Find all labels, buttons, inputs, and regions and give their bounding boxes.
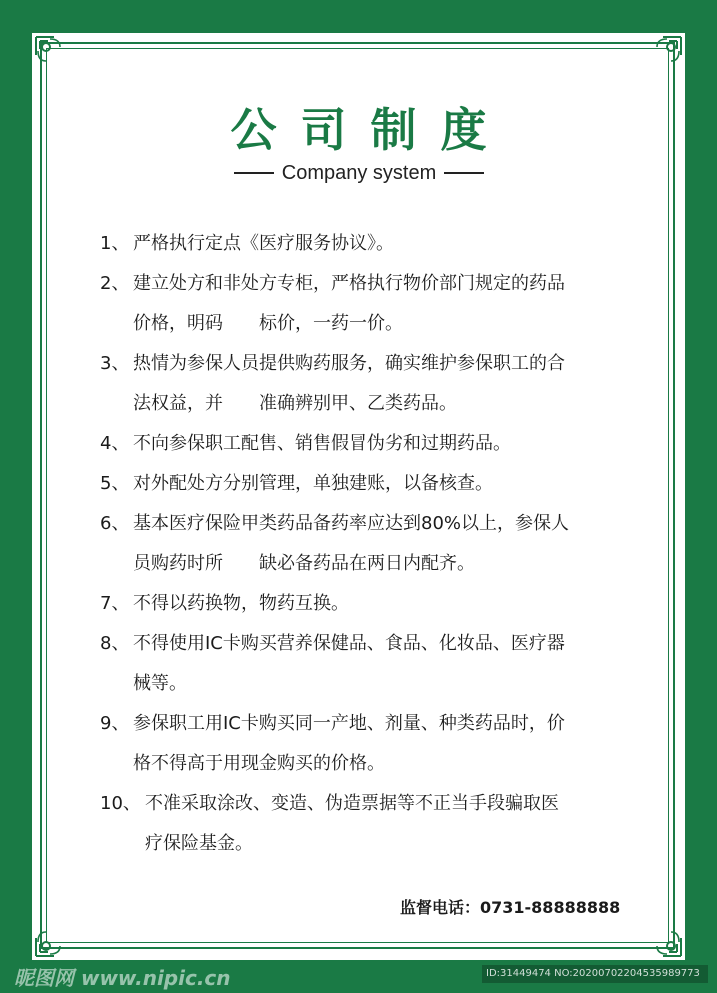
rule-item (100, 224, 620, 264)
rule-text (133, 624, 620, 704)
rule-text (133, 704, 620, 784)
rule-text (133, 464, 620, 504)
corner-ornament-icon (34, 924, 68, 958)
rule-number: 8、 (100, 633, 130, 654)
rule-line: 热情为参保人员提供购药服务，确实维护参保职工的合 (133, 353, 565, 374)
rule-line: 法权益，并 准确辨别甲、乙类药品。 (133, 393, 457, 414)
rule-line: 不得使用IC卡购买营养保健品、食品、化妆品、医疗器 (133, 633, 565, 654)
watermark-id: ID:31449474 NO:20200702204535989773 (482, 965, 708, 983)
corner-ornament-icon (34, 35, 68, 69)
rule-text (133, 424, 620, 464)
rule-number: 10、 (100, 793, 141, 814)
rule-number: 9、 (100, 713, 130, 734)
corner-ornament-icon (649, 35, 683, 69)
rule-line: 员购药时所 缺必备药品在两日内配齐。 (133, 553, 475, 574)
rule-number: 1、 (100, 233, 130, 254)
rule-text (133, 224, 620, 264)
watermark-logo: 昵图网 www.nipic.cn (14, 966, 231, 990)
subtitle-dash-left (234, 172, 274, 174)
rule-number: 3、 (100, 353, 130, 374)
rule-line: 参保职工用IC卡购买同一产地、剂量、种类药品时，价 (133, 713, 565, 734)
corner-ornament-icon (649, 924, 683, 958)
rule-text (133, 264, 620, 344)
rule-number: 4、 (100, 433, 130, 454)
rule-line: 不得以药换物，物药互换。 (133, 593, 349, 614)
rule-item (100, 464, 620, 504)
subtitle-text: Company system (281, 161, 437, 184)
rule-number: 6、 (100, 513, 130, 534)
subtitle-row (224, 160, 494, 186)
rule-line: 不向参保职工配售、销售假冒伪劣和过期药品。 (133, 433, 511, 454)
supervision-phone: 监督电话：0731-88888888 (400, 898, 621, 917)
rule-number: 2、 (100, 273, 130, 294)
rule-item (100, 624, 620, 704)
rule-item (100, 504, 620, 584)
rule-line: 严格执行定点《医疗服务协议》。 (133, 233, 394, 254)
rule-line: 不准采取涂改、变造、伪造票据等不正当手段骗取医 (145, 793, 559, 814)
page-title: 公司制度 (230, 103, 511, 157)
rule-item (100, 264, 620, 344)
rule-item (100, 424, 620, 464)
subtitle-dash-right (444, 172, 484, 174)
rule-line: 建立处方和非处方专柜，严格执行物价部门规定的药品 (133, 273, 565, 294)
rule-line: 基本医疗保险甲类药品备药率应达到80%以上，参保人 (133, 513, 570, 534)
rule-line: 械等。 (133, 673, 187, 694)
rule-line: 价格，明码 标价，一药一价。 (133, 313, 403, 334)
rule-text (133, 584, 620, 624)
rule-text (133, 504, 620, 584)
rule-number: 7、 (100, 593, 130, 614)
rule-text (133, 344, 620, 424)
rule-item (100, 344, 620, 424)
rule-item (100, 784, 620, 864)
rule-text (145, 784, 620, 864)
rule-item (100, 704, 620, 784)
rule-line: 对外配处方分别管理，单独建账，以备核查。 (133, 473, 493, 494)
rule-number: 5、 (100, 473, 130, 494)
rule-line: 格不得高于用现金购买的价格。 (133, 753, 385, 774)
rule-item (100, 584, 620, 624)
rules-list (100, 224, 620, 864)
rule-line: 疗保险基金。 (145, 833, 253, 854)
